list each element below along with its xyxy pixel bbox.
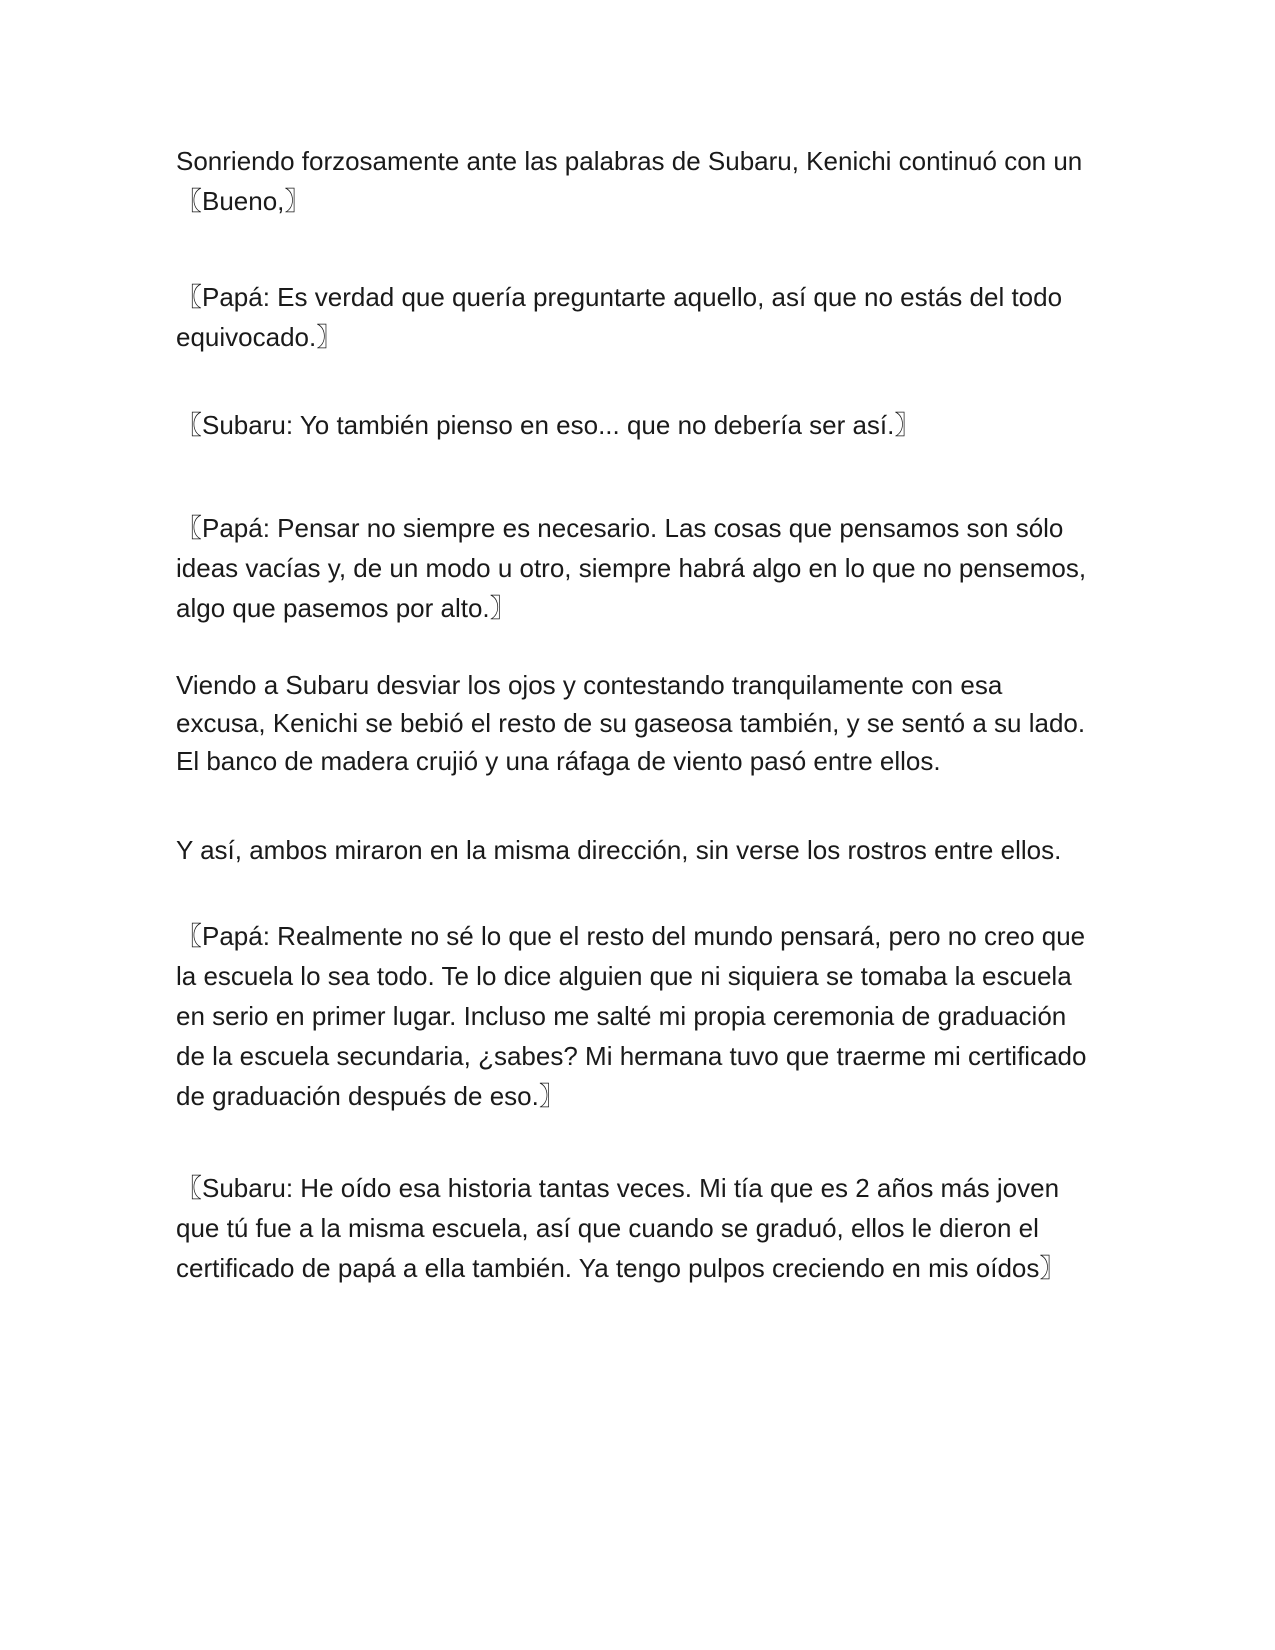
paragraph-narration-1: Sonriendo forzosamente ante las palabras de Subaru, Kenichi continuó con un 〖Bueno,〗 <box>176 146 1083 216</box>
paragraph-dialogue-papa-1: 〖Papá: Es verdad que quería preguntarte aquello, así que no estás del todo equivocado.〗 <box>176 282 1063 352</box>
paragraph-dialogue-papa-3: 〖Papá: Realmente no sé lo que el resto del mundo pensará, pero no creo que la escuela lo sea todo. Te lo dice alguien que ni siquiera se tomaba la escuela en serio en primer lugar. Incluso me salté mi propia ceremonia de graduación de la escuela secundaria, ¿sabes? Mi hermana tuvo que traerme mi certificado de graduación después de eso.〗 <box>176 921 1087 1111</box>
paragraph-dialogue-papa-2: 〖Papá: Pensar no siempre es necesario. Las cosas que pensamos son sólo ideas vacías y, de un modo u otro, siempre habrá algo en lo que no pensemos, algo que pasemos por alto.〗 <box>176 513 1087 623</box>
paragraph-narration-2: Viendo a Subaru desviar los ojos y contestando tranquilamente con esa excusa, Kenichi se bebió el resto de su gaseosa también, y se sentó a su lado. El banco de madera crujió y una ráfaga de viento pasó entre ellos. <box>176 670 1086 776</box>
paragraph-dialogue-subaru-1: 〖Subaru: Yo también pienso en eso... que no debería ser así.〗 <box>176 410 921 440</box>
document-body <box>176 141 1096 1288</box>
paragraph-narration-3: Y así, ambos miraron en la misma dirección, sin verse los rostros entre ellos. <box>176 835 1062 865</box>
paragraph-dialogue-subaru-2: 〖Subaru: He oído esa historia tantas veces. Mi tía que es 2 años más joven que tú fue a la misma escuela, así que cuando se graduó, ellos le dieron el certificado de papá a ella también. Ya tengo pulpos creciendo en mis oídos〗 <box>176 1173 1066 1283</box>
